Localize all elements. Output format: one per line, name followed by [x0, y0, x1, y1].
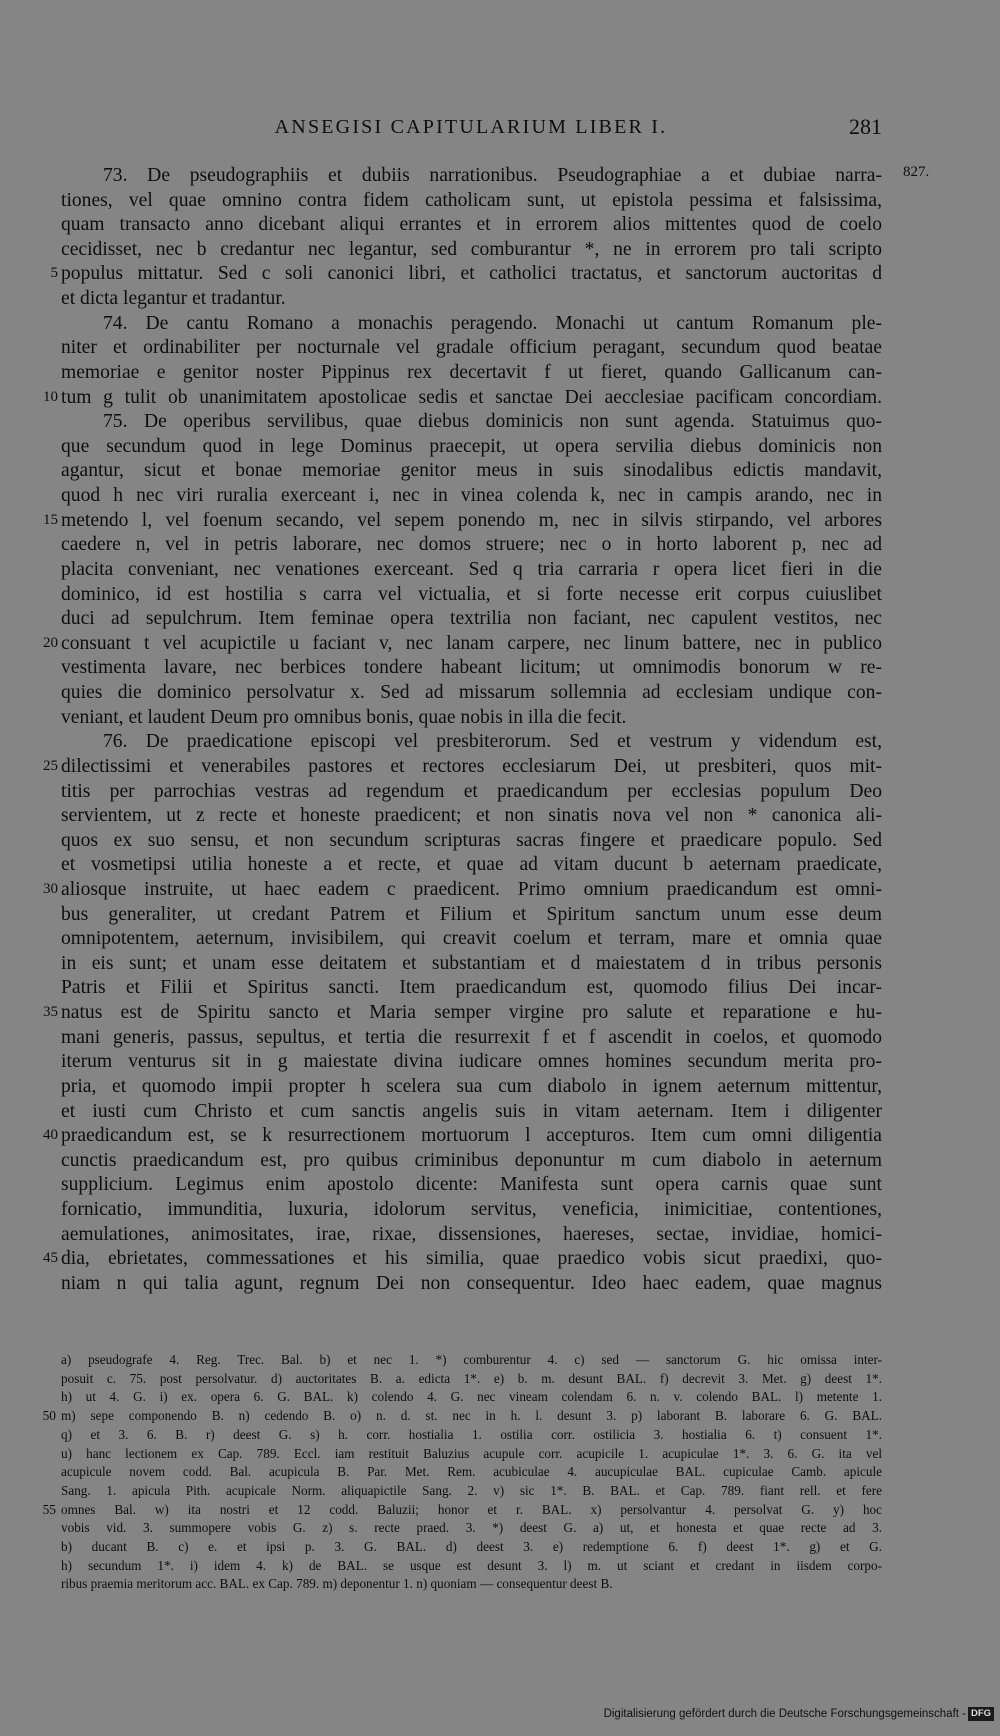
footnote-line: vobis vid. 3. summopere vobis G. z) s. recte praed. 3. *) deest G. a) ut, et honesta et quae recte ad 3. [61, 1520, 882, 1536]
body-line: dilectissimi et venerabiles pastores et rectores ecclesiarum Dei, ut presbiteri, quos mit- [61, 755, 882, 777]
body-line: et vosmetipsi utilia honeste a et recte, et quae ad vitam ducunt b aeternam praedicate, [61, 854, 882, 876]
body-line: dominico, id est hostilia s carra vel victualia, et si forte necesse erit corpus cuiuslibet [61, 583, 882, 605]
body-line: tiones, vel quae omnino contra fidem catholicam sunt, ut epistola pessima et falsissima, [61, 189, 882, 211]
body-line: agantur, sicut et bonae memoriae genitor meus in suis sinodalibus edictis mandavit, [61, 460, 882, 482]
dfg-logo: DFG [968, 1707, 994, 1721]
body-line: titis per parrochias vestras ad regendum et praedicandum per ecclesias populum Deo [61, 780, 882, 802]
body-line: populus mittatur. Sed c soli canonici libri, et catholici tractatus, et sanctorum auctoritas d [61, 263, 882, 285]
body-line: iterum venturus sit in g maiestate divina iudicare omnes homines secundum merita pro- [61, 1051, 882, 1073]
body-line: 74. De cantu Romano a monachis peragendo. Monachi ut cantum Romanum ple- [103, 312, 882, 334]
body-line: niter et ordinabiliter per nocturnale vel gradale officium peragant, secundum quod beatae [61, 337, 882, 359]
body-line: consuant t vel acupictile u faciant v, nec lanam carpere, nec linum battere, nec in publico [61, 632, 882, 654]
body-line: fornicatio, immunditia, luxuria, idolorum servitus, veneficia, inimicitiae, contentiones, [61, 1199, 882, 1221]
footnote-line: q) et 3. 6. B. r) deest G. s) h. corr. hostialia 1. ostilia corr. ostilicia 3. hostialia 6. t) consuent 1*. [61, 1426, 882, 1442]
line-number: 20 [43, 634, 58, 651]
footnote-line-number: 50 [42, 1408, 56, 1424]
body-line: et dicta legantur et tradantur. [61, 288, 286, 310]
body-line: praedicandum est, se k resurrectionem mortuorum l accepturos. Item cum omni diligentia [61, 1125, 882, 1147]
footnote-line: m) sepe componendo B. n) cedendo B. o) n. d. st. nec in h. l. desunt 3. p) laborant B. laborare 6. G. BAL. [61, 1408, 882, 1424]
body-line: 76. De praedicatione episcopi vel presbiterorum. Sed et vestrum y videndum est, [103, 731, 882, 753]
body-line: quos ex suo sensu, et non secundum scripturas sacras fingere et praedicare populo. Sed [61, 829, 882, 851]
body-line: metendo l, vel foenum secando, vel sepem ponendo m, nec in silvis stirpando, vel arbores [61, 509, 882, 531]
footnote-line: b) ducant B. c) e. et ipsi p. 3. G. BAL. d) deest 3. e) redemptione 6. f) deest 1*. g) et G. [61, 1539, 882, 1554]
page-number: 281 [849, 114, 882, 139]
margin-date: 827. [903, 164, 930, 180]
body-line: omnipotentem, aeternum, invisibilem, qui creavit coelum et terram, mare et omnia quae [61, 928, 882, 950]
running-title: ANSEGISI CAPITULARIUM LIBER I. [274, 116, 668, 138]
line-number: 40 [43, 1127, 58, 1144]
line-number: 15 [43, 511, 58, 528]
body-line: quod h nec viri ruralia exerceant i, nec in vinea colenda k, nec in campis arando, nec in [61, 485, 882, 507]
body-line: Patris et Filii et Spiritus sancti. Item praedicandum est, quomodo filius Dei incar- [61, 977, 882, 999]
footnote-line: a) pseudografe 4. Reg. Trec. Bal. b) et nec 1. *) comburentur 4. c) sed — sanctorum G. hic omissa inter- [61, 1352, 882, 1367]
footnote-line: u) hanc lectionem ex Cap. 789. Eccl. iam restituit Baluzius acupule corr. acupicile 1. acupiculae 1*. 3. 6. G. ita vel [61, 1445, 882, 1461]
body-line: que secundum quod in lege Dominus praecepit, ut opera servilia diebus dominicis non [61, 435, 882, 457]
line-number: 5 [50, 265, 58, 282]
line-number: 10 [43, 388, 58, 405]
body-line: vestimenta lavare, nec berbices tondere habeant licitum; ut omnimodis bonorum w re- [61, 657, 882, 679]
body-line: aliosque instruite, ut haec eadem c praedicent. Primo omnium praedicandum est omni- [61, 878, 882, 900]
body-line: tum g tulit ob unanimitatem apostolicae sedis et sanctae Dei aecclesiae pacificam concordiam. [61, 386, 882, 408]
line-number: 35 [43, 1004, 58, 1021]
body-line: aemulationes, animositates, irae, rixae, dissensiones, haereses, sectae, invidiae, homici- [61, 1223, 882, 1245]
footnote-line: ribus praemia meritorum acc. BAL. ex Cap. 789. m) deponentur 1. n) quoniam — consequentur deest B. [61, 1576, 613, 1592]
footnote-line: Sang. 1. apicula Pith. acupicale Norm. aliquapictile Sang. 2. v) sic 1*. B. BAL. et Cap. 789. fiant rell. et fere [61, 1482, 882, 1498]
body-line: memoriae e genitor noster Pippinus rex decertavit f ut fieret, quando Gallicanum can- [61, 361, 882, 383]
body-line: 75. De operibus servilibus, quae diebus dominicis non sunt agenda. Statuimus quo- [103, 411, 882, 433]
body-line: mani generis, passus, sepultus, et tertia die resurrexit f et f ascendit in coelos, et quomodo [61, 1026, 882, 1048]
footnote-line: omnes Bal. w) ita nostri et 12 codd. Baluzii; honor et r. BAL. x) persolvantur 4. persolvat G. y) hoc [61, 1501, 882, 1517]
body-line: cecidisset, nec b credantur nec legantur, sed comburantur *, ne in errorem pro tali scripto [61, 238, 882, 260]
body-line: veniant, et laudent Deum pro omnibus bonis, quae nobis in illa die fecit. [61, 706, 627, 728]
footnote-line: h) ut 4. G. i) ex. opera 6. G. BAL. k) colendo 4. G. nec vineam colendam 6. n. v. colendo BAL. l) metente 1. [61, 1389, 882, 1405]
body-line: duci ad sepulchrum. Item feminae opera textrilia non faciant, nec capulent vestitos, nec [61, 608, 882, 630]
body-line: niam n qui talia agunt, regnum Dei non consequentur. Ideo haec eadem, quae magnus [61, 1272, 882, 1294]
body-line: placita conveniant, nec venationes exerceant. Sed q tria carraria r opera licet fieri in die [61, 558, 882, 580]
footnote-line: h) secundum 1*. i) idem 4. k) de BAL. se usque est desunt 3. l) m. ut sciant et credant in iisdem corpo- [61, 1557, 882, 1573]
body-line: cunctis praedicandum est, pro quibus criminibus deponuntur m cum diabolo in aeternum [61, 1149, 882, 1171]
body-line: bus generaliter, ut credant Patrem et Filium et Spiritum sanctum unum esse deum [61, 903, 882, 925]
body-line: et iusti cum Christo et cum sanctis angelis suis in vitam aeternam. Item i diligenter [61, 1100, 882, 1122]
body-line: quam transacto anno dicebant aliqui errantes et in errorem alios mittentes quod de coelo [61, 214, 882, 236]
body-line: supplicium. Legimus enim apostolo dicente: Manifesta sunt opera carnis quae sunt [61, 1174, 882, 1196]
body-line: servientem, ut z recte et honeste praedicent; et non sinatis nova vel non * canonica ali- [61, 805, 882, 827]
footnote-line: posuit c. 75. post persolvatur. d) auctoritates B. a. edicta 1*. e) b. m. desunt BAL. f) decrevit 3. Met. g) deest 1*. [61, 1370, 882, 1386]
body-line: natus est de Spiritu sancto et Maria semper virgine pro salute et reparatione e hu- [61, 1002, 882, 1024]
footer-credit: Digitalisierung gefördert durch die Deutsche Forschungsgemeinschaft - [603, 1708, 966, 1720]
line-number: 30 [43, 880, 58, 897]
footnote-line-number: 55 [42, 1501, 56, 1517]
footnote-line: acupicule novem codd. Bal. acupicula B. Par. Met. Rem. acubiculae 4. aucupiculae BAL. cupiculae Camb. apicule [61, 1464, 882, 1480]
body-line: caedere n, vel in petris laborare, nec domos struere; nec o in horto laborent p, nec ad [61, 534, 882, 556]
page-header [60, 114, 882, 144]
body-line: pria, et quomodo impii propter h scelera sua cum diabolo in ignem aeternum mittentur, [61, 1075, 882, 1097]
body-line: dia, ebrietates, commessationes et his similia, quae praedico vobis sicut praedixi, quo- [61, 1248, 882, 1270]
line-number: 25 [43, 757, 58, 774]
line-number: 45 [43, 1250, 58, 1267]
body-line: quies die dominico persolvatur x. Sed ad missarum sollemnia ad ecclesiam undique con- [61, 682, 882, 704]
body-line: in eis sunt; et unam esse deitatem et substantiam et d maiestatem d in tribus personis [61, 952, 882, 974]
body-line: 73. De pseudographiis et dubiis narrationibus. Pseudographiae a et dubiae narra- [103, 165, 882, 186]
